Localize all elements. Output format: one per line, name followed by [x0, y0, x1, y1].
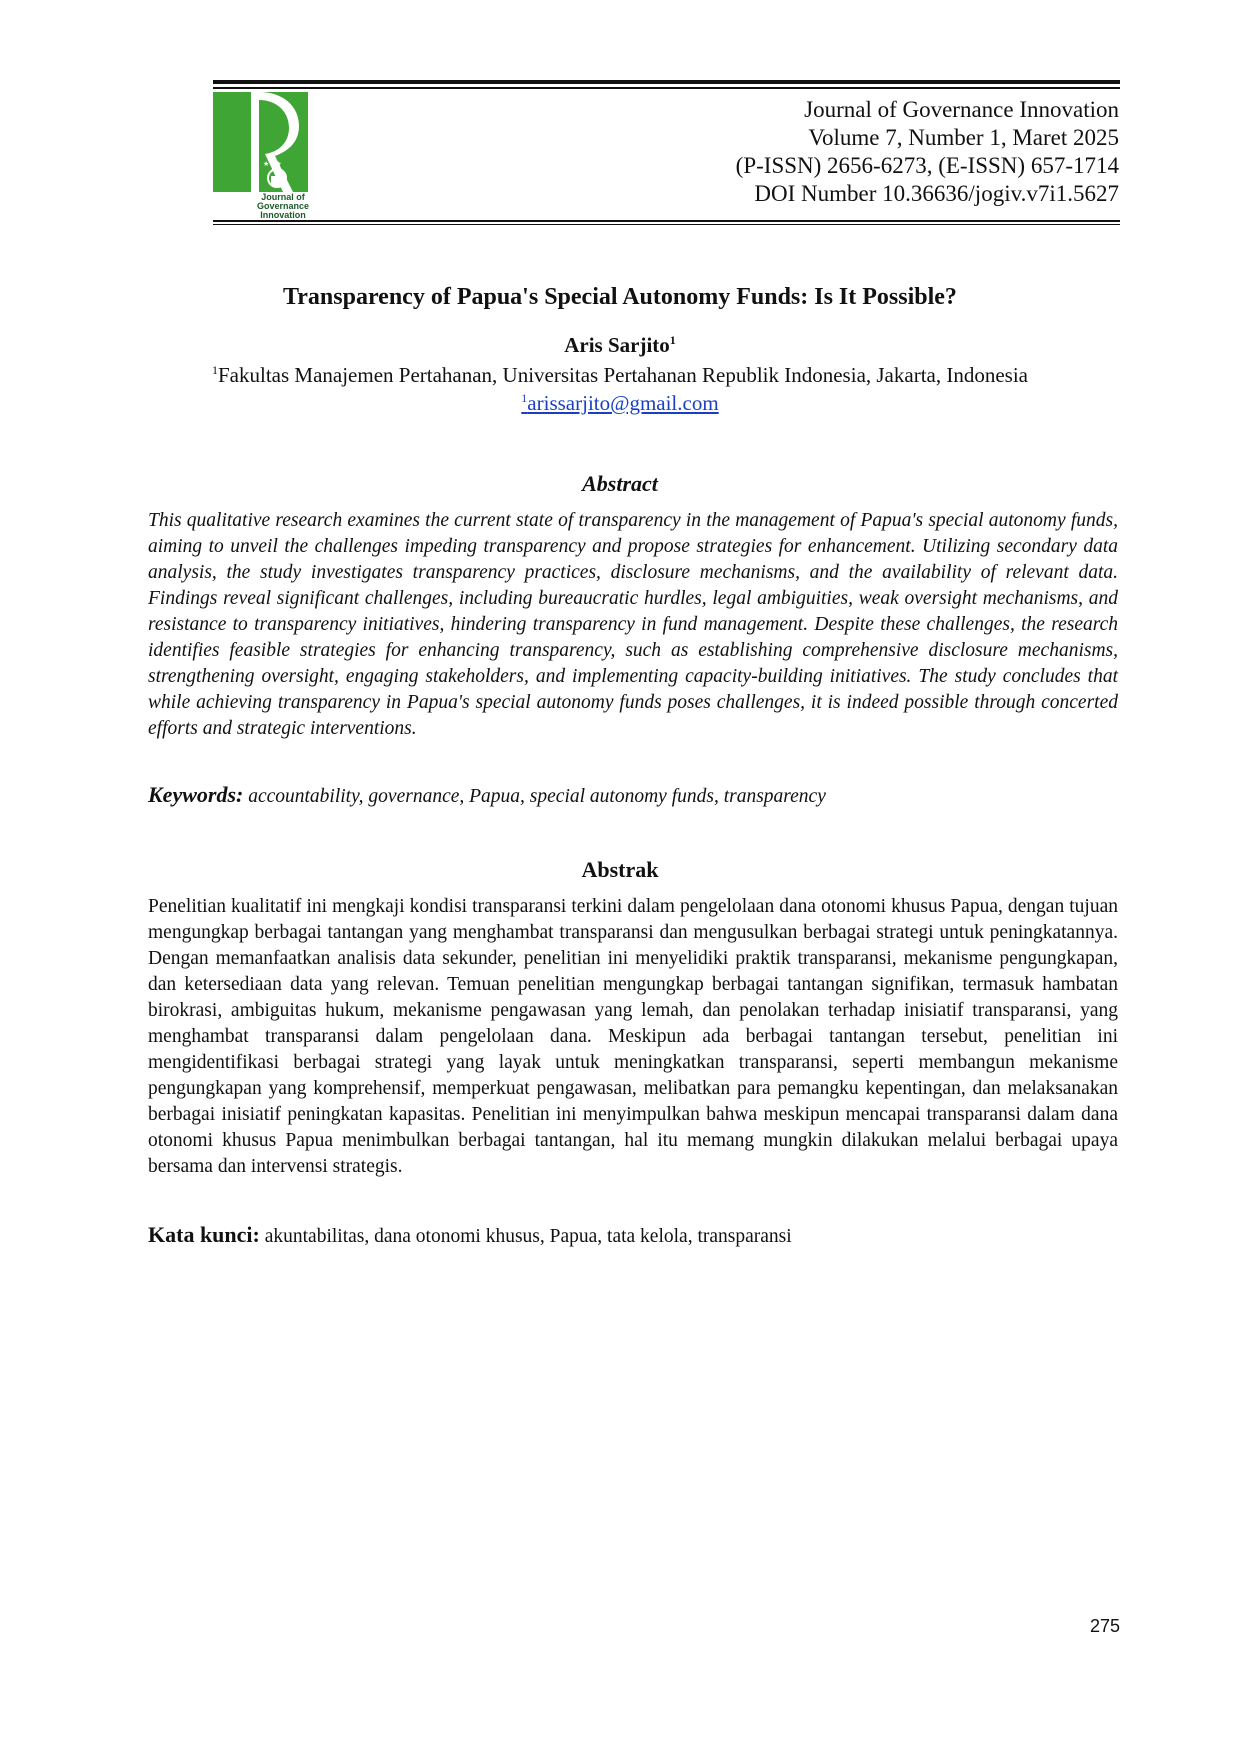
logo-text-line: Innovation [260, 210, 306, 220]
journal-name: Journal of Governance Innovation [804, 97, 1119, 122]
page-number: 275 [1089, 1616, 1120, 1636]
paper-title: Transparency of Papua's Special Autonomy Funds: Is It Possible? [283, 284, 957, 310]
author-name-text: Aris Sarjito [564, 333, 670, 357]
header-rule-bottom [213, 220, 1120, 222]
email-sup: 1 [521, 391, 528, 405]
abstract-text: This qualitative research examines the current state of transparency in the management of Papua's special autonomy funds, aiming to unveil the challenges impeding transparency and propose strategies for enhancement. Utilizing secondary data analysis, the study investigates transparency practices, disclosure mechanisms, and the availability of relevant data. Findings reveal significant challenges, including bureaucratic hurdles, legal ambiguities, weak oversight mechanisms, and resistance to transparency initiatives, hindering transparency in fund management. Despite these challenges, the research identifies feasible strategies for enhancing transparency, such as establishing comprehensive disclosure mechanisms, strengthening oversight, engaging stakeholders, and implementing capacity-building initiatives. The study concludes that while achieving transparency in Papua's special autonomy funds poses challenges, it is indeed possible through concerted efforts and strategic interventions. [148, 510, 1118, 739]
kata-kunci-list: akuntabilitas, dana otonomi khusus, Papua, tata kelola, transparansi [264, 1226, 792, 1247]
volume-issue: Volume 7, Number 1, Maret 2025 [808, 125, 1119, 150]
kata-kunci-label: Kata kunci: [148, 1222, 260, 1247]
logo-text [233, 193, 333, 220]
header-rule-top-thin [213, 87, 1120, 89]
logo-text-line: Governance [256, 201, 310, 211]
affiliation-sup: 1 [211, 363, 218, 377]
keywords-label: Keywords: [148, 782, 244, 807]
abstrak-heading: Abstrak [581, 857, 659, 882]
issn: (P-ISSN) 2656-6273, (E-ISSN) 657-1714 [735, 153, 1119, 178]
author-affiliation [120, 363, 1120, 388]
header-rule-top [213, 80, 1120, 84]
journal-meta [736, 96, 1119, 208]
logo-mark [213, 92, 308, 192]
svg-text:★★★: ★★★ [263, 160, 282, 168]
author-email[interactable] [150, 391, 1090, 416]
doi: DOI Number 10.36636/jogiv.v7i1.5627 [754, 181, 1119, 206]
author-sup: 1 [669, 333, 676, 347]
logo-text-line: Journal of [261, 192, 305, 202]
header-rule-bottom-thin [213, 224, 1120, 225]
email-link[interactable] [521, 391, 718, 415]
email-text[interactable]: arissarjito@gmail.com [527, 391, 719, 415]
abstrak-text: Penelitian kualitatif ini mengkaji kondisi transparansi terkini dalam pengelolaan dana otonomi khusus Papua, dengan tujuan mengungkap berbagai tantangan yang menghambat transparansi dan mengusulkan berbagai strategi untuk peningkatannya. Dengan memanfaatkan analisis data sekunder, penelitian ini menyelidiki praktik transparansi, mekanisme pengungkapan, dan ketersediaan data yang relevan. Temuan penelitian mengungkap berbagai tantangan signifikan, termasuk hambatan birokrasi, ambiguitas hukum, mekanisme pengawasan yang lemah, dan penolakan terhadap inisiatif transparansi, yang menghambat transparansi dalam pengelolaan dana. Meskipun ada berbagai tantangan tersebut, penelitian ini mengidentifikasi berbagai strategi yang layak untuk meningkatkan transparansi, seperti membangun mekanisme pengungkapan yang komprehensif, memperkuat pengawasan, melibatkan para pemangku kepentingan, dan melaksanakan berbagai inisiatif peningkatan kapasitas. Penelitian ini menyimpulkan bahwa meskipun mencapai transparansi dalam dana otonomi khusus Papua menimbulkan berbagai tantangan, hal itu memang mungkin dilakukan melalui berbagai upaya bersama dan intervensi strategis. [148, 896, 1118, 1177]
logo-r-icon [213, 92, 308, 192]
author-name [150, 333, 1090, 358]
kata-kunci [148, 1222, 1118, 1248]
abstract-heading: Abstract [582, 471, 658, 496]
keywords [148, 782, 1118, 808]
keywords-list: accountability, governance, Papua, special autonomy funds, transparency [248, 786, 826, 807]
affiliation-text: Fakultas Manajemen Pertahanan, Universitas Pertahanan Republik Indonesia, Jakarta, Indonesia [217, 363, 1028, 387]
journal-logo [213, 92, 313, 222]
